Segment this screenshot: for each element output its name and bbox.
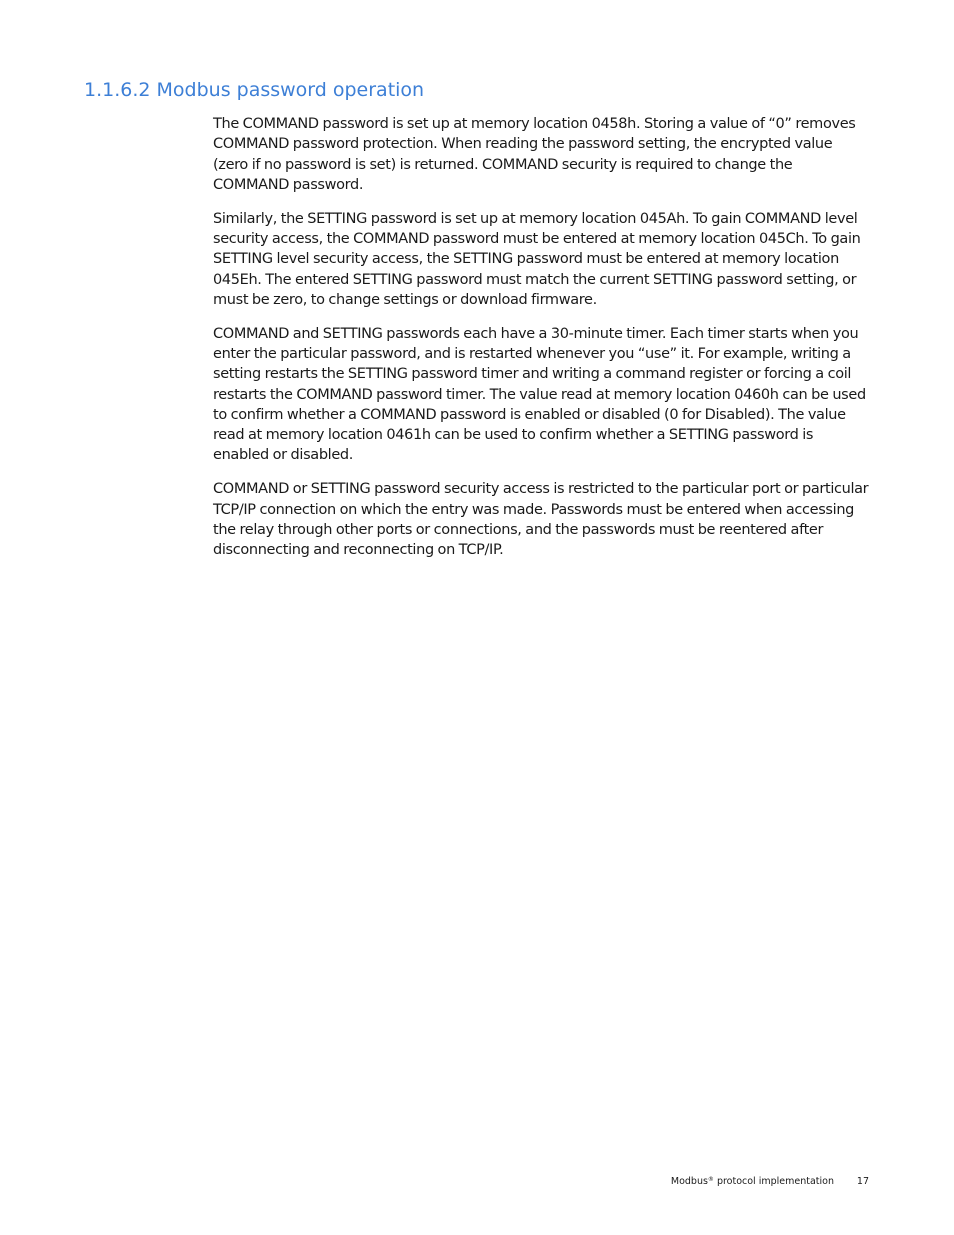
paragraph-command-password: The COMMAND password is set up at memory location 0458h. Storing a value of “0” removes COMMAND password protection. When reading the password setting, the encrypted value (zero if no password is set) is returned. COMMAND security is required to change the COMMAND password.: [213, 116, 856, 193]
footer-title-brand: Modbus: [670, 1176, 708, 1187]
registered-mark: ®: [707, 1176, 714, 1183]
paragraph-setting-password: Similarly, the SETTING password is set up at memory location 045Ah. To gain COMMAND level security access, the COMMAND password must be entered at memory location 045Ch. To gain SETTING level security access, the SETTING password must be entered at memory location 045Eh. The entered SETTING password must match the current SETTING password setting, or must be zero, to change settings or download firmware.: [213, 210, 861, 308]
paragraph-password-timer: COMMAND and SETTING passwords each have a 30-minute timer. Each timer starts when you enter the particular password, and is restarted whenever you “use” it. For example, writing a setting restarts the SETTING password timer and writing a command register or forcing a coil restarts the COMMAND password timer. The value read at memory location 0460h can be used to confirm whether a COMMAND password is enabled or disabled (0 for Disabled). The value read at memory location 0461h can be used to confirm whether a SETTING password is enabled or disabled.: [213, 325, 866, 464]
section-heading: 1.1.6.2 Modbus password operation: [84, 79, 425, 101]
page-footer: [600, 1175, 869, 1189]
footer-title: [671, 1175, 834, 1189]
footer-title-rest: protocol implementation: [713, 1176, 834, 1187]
page-number: 17: [856, 1176, 869, 1187]
paragraph-access-restriction: COMMAND or SETTING password security access is restricted to the particular port or particular TCP/IP connection on which the entry was made. Passwords must be entered when accessing the relay through other ports or connections, and the passwords must be reentered after disconnecting and reconnecting on TCP/IP.: [213, 481, 869, 559]
body-text: [213, 114, 869, 574]
